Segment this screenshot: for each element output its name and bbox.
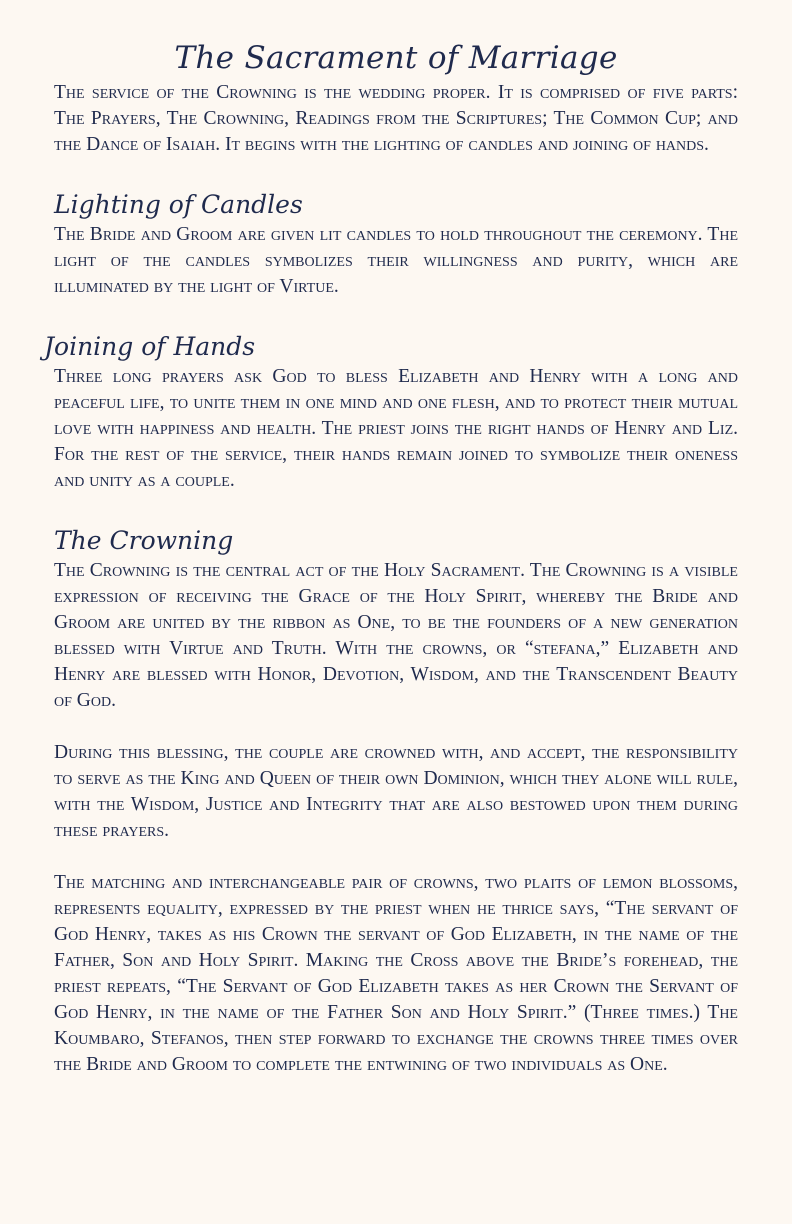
crowning-paragraph-2: During this blessing, the couple are crowned with, and accept, the responsibility to serve as the King and Queen of their own Dominion, which they alone will rule, with the Wisdom, Justice and Integrity that are also bestowed upon them during these prayers. <box>54 742 738 841</box>
page-title: The Sacrament of Marriage <box>174 40 618 76</box>
section-heading-joining-of-hands: Joining of Hands <box>44 332 256 361</box>
crowning-paragraph-3: The matching and interchangeable pair of crowns, two plaits of lemon blossoms, represents equality, expressed by the priest when he thrice says, “The servant of God Henry, takes as his Crown the servant of God Elizabeth, in the name of the Father, Son and Holy Spirit. Making the Cross above the Bride’s forehead, the priest repeats, “The Servant of God Elizabeth takes as her Crown the Servant of God Henry, in the name of the Father Son and Holy Spirit.” (Three times.) The Koumbaro, Stefanos, then step forward to exchange the crowns three times over the Bride and Groom to complete the entwining of two individuals as One. <box>54 872 738 1075</box>
section-heading-the-crowning: The Crowning <box>54 526 234 555</box>
crowning-paragraph-1: The Crowning is the central act of the Holy Sacrament. The Crowning is a visible expression of receiving the Grace of the Holy Spirit, whereby the Bride and Groom are united by the ribbon as One, to be the founders of a new generation blessed with Virtue and Truth. With the crowns, or “stefana,” Elizabeth and Henry are blessed with Honor, Devotion, Wisdom, and the Transcendent Beauty of God. <box>54 560 738 711</box>
section-heading-lighting-of-candles: Lighting of Candles <box>54 190 303 219</box>
lighting-of-candles-paragraph: The Bride and Groom are given lit candles to hold throughout the ceremony. The light of the candles symbolizes their willingness and purity, which are illuminated by the light of Virtue. <box>54 224 738 297</box>
joining-of-hands-paragraph: Three long prayers ask God to bless Elizabeth and Henry with a long and peaceful life, to unite them in one mind and one flesh, and to protect their mutual love with happiness and health. The priest joins the right hands of Henry and Liz. For the rest of the service, their hands remain joined to symbolize their oneness and unity as a couple. <box>54 366 738 491</box>
intro-paragraph: The service of the Crowning is the wedding proper. It is comprised of five parts: The Prayers, The Crowning, Readings from the Scriptures; The Common Cup; and the Dance of Isaiah. It begins with the lighting of candles and joining of hands. <box>54 82 738 155</box>
